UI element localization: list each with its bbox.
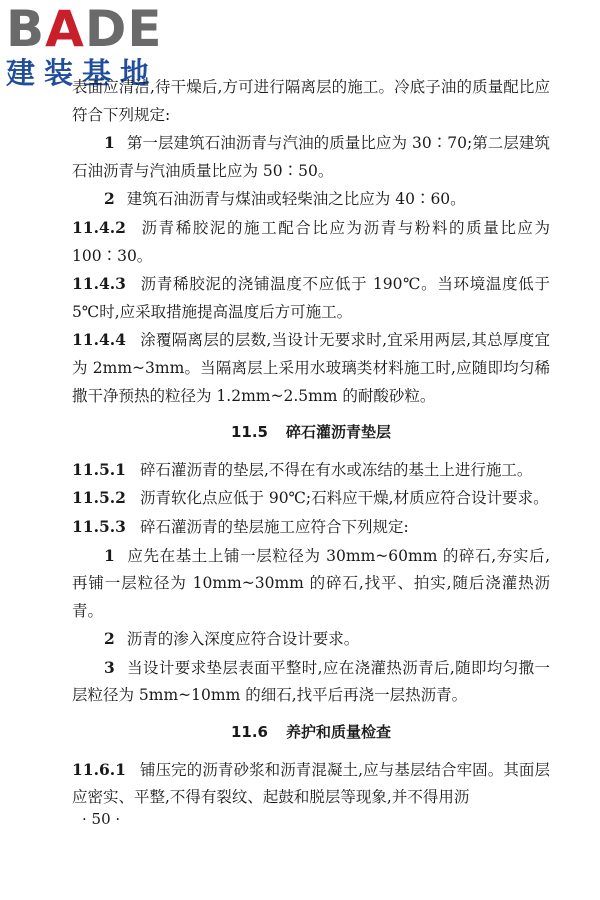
list-item: 1 应先在基土上铺一层粒径为 30mm~60mm 的碎石,夯实后,再铺一层粒径为 10mm~30mm 的碎石,找平、拍实,随后浇灌热沥青。 bbox=[72, 545, 550, 620]
clause-11-4-2: 11.4.2 沥青稀胶泥的施工配合比应为沥青与粉料的质量比应为 100∶30。 bbox=[72, 217, 550, 265]
list-item: 3 当设计要求垫层表面平整时,应在浇灌热沥青后,随即均匀撒一层粒径为 5mm~10mm 的细石,找平后再浇一层热沥青。 bbox=[72, 657, 550, 705]
clause-11-5-2: 11.5.2 沥青软化点应低于 90℃;石料应干燥,材质应符合设计要求。 bbox=[72, 488, 549, 508]
list-item: 1 第一层建筑石油沥青与汽油的质量比应为 30∶70;第二层建筑石油沥青与汽油质量比应为 50∶50。 bbox=[72, 133, 550, 180]
watermark-brand-accent: A bbox=[45, 0, 85, 58]
watermark-subtitle: 建装基地 bbox=[6, 56, 159, 90]
section-heading-11-6: 11.6 养护和质量检查 bbox=[230, 723, 392, 742]
clause-11-4-4: 11.4.4 涂覆隔离层的层数,当设计无要求时,宜采用两层,其总厚度宜为 2mm~3mm。当隔离层上采用水玻璃类材料施工时,应随即均匀稀撒干净预热的粒径为 1.2mm~2.5mm 的耐酸砂粒。 bbox=[72, 330, 550, 405]
clause-11-5-3: 11.5.3 碎石灌沥青的垫层施工应符合下列规定: bbox=[72, 516, 409, 536]
clause-11-4-3: 11.4.3 沥青稀胶泥的浇铺温度不应低于 190℃。当环境温度低于 5℃时,应采取措施提高温度后方可施工。 bbox=[72, 274, 550, 321]
list-item: 2 建筑石油沥青与煤油或轻柴油之比应为 40∶60。 bbox=[104, 189, 466, 209]
document-body bbox=[72, 74, 550, 812]
page-number: · 50 · bbox=[82, 810, 121, 828]
clause-11-5-1: 11.5.1 碎石灌沥青的垫层,不得在有水或冻结的基土上进行施工。 bbox=[72, 459, 533, 479]
watermark-brand: BADE bbox=[6, 0, 163, 58]
clause-11-6-1: 11.6.1 铺压完的沥青砂浆和沥青混凝土,应与基层结合牢固。其面层应密实、平整,不得有裂纹、起鼓和脱层等现象,并不得用沥 bbox=[72, 759, 550, 807]
paragraph-continuation: 表面应清洁,待干燥后,方可进行隔离层的施工。冷底子油的质量配比应符合下列规定: bbox=[72, 78, 550, 124]
list-item: 2 沥青的渗入深度应符合设计要求。 bbox=[104, 629, 360, 649]
section-heading-11-5: 11.5 碎石灌沥青垫层 bbox=[230, 423, 392, 442]
